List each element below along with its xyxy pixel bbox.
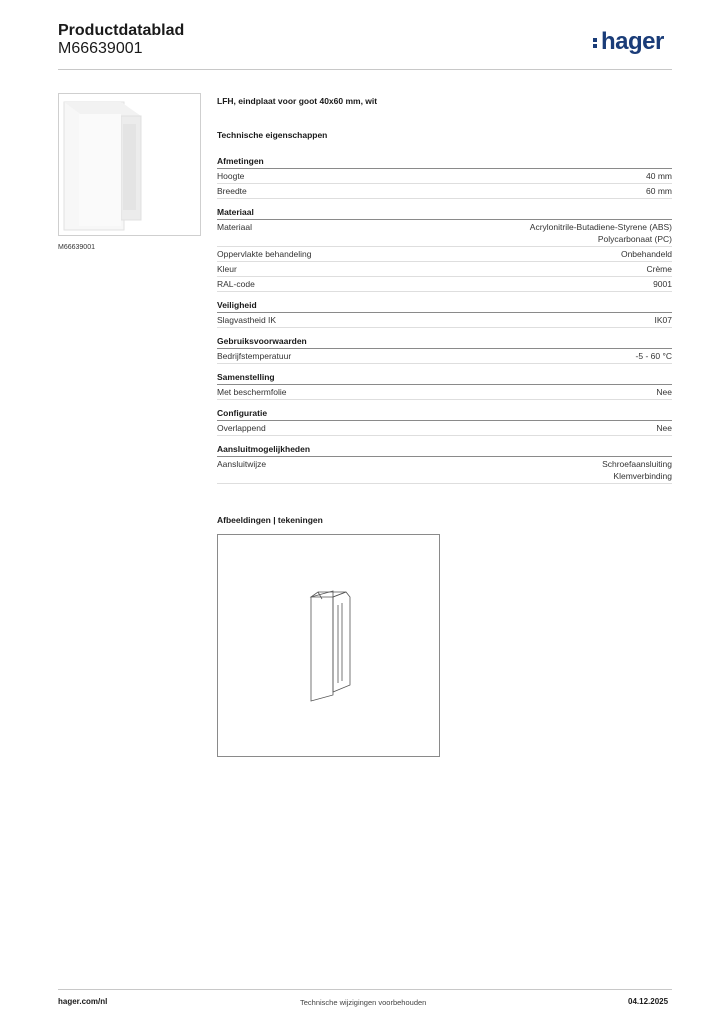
spec-value-line: IK07 [654,315,672,325]
spec-label: Overlappend [217,423,266,433]
spec-group [217,156,672,199]
spec-value-line: Klemverbinding [613,471,672,481]
spec-group [217,336,672,364]
spec-label: Materiaal [217,222,252,232]
spec-value [646,170,672,182]
spec-value-line: Onbehandeld [620,249,672,259]
spec-group [217,300,672,328]
spec-value-line: -5 - 60 °C [635,351,672,361]
logo-dots-icon [593,36,599,50]
product-code: M66639001 [58,40,143,57]
spec-value-line: Crème [646,264,672,274]
spec-group-title: Materiaal [217,207,672,220]
product-photo [58,93,201,236]
footer-website[interactable]: hager.com/nl [58,997,108,1006]
spec-row [217,349,672,364]
thumbnail-caption: M66639001 [58,244,95,251]
spec-row [217,220,672,247]
end-plate-photo-icon [59,94,200,235]
spec-label: Kleur [217,264,237,274]
spec-row [217,313,672,328]
spec-label: Aansluitwijze [217,459,267,469]
product-description: LFH, eindplaat voor goot 40x60 mm, wit [217,96,378,106]
spec-group [217,408,672,436]
spec-value [653,278,672,290]
spec-label: Met beschermfolie [217,387,287,397]
images-section-title: Afbeeldingen | tekeningen [217,515,323,525]
spec-row [217,247,672,262]
spec-value [602,458,672,482]
spec-group [217,207,672,292]
spec-row [217,385,672,400]
spec-content [217,96,672,492]
spec-group-title: Gebruiksvoorwaarden [217,336,672,349]
spec-value-line: 9001 [653,279,672,289]
spec-row [217,277,672,292]
spec-value [656,422,672,434]
spec-value-line: Polycarbonaat (PC) [597,234,672,244]
spec-value [655,314,673,326]
spec-value-line: 40 mm [646,171,672,181]
tech-properties-title: Technische eigenschappen [217,130,328,140]
spec-group [217,444,672,484]
spec-value [636,350,672,362]
spec-group-title: Configuratie [217,408,672,421]
spec-group-title: Aansluitmogelijkheden [217,444,672,457]
header-divider [58,69,672,70]
footer-date: 04.12.2025 [628,997,669,1006]
spec-label: Hoogte [217,171,245,181]
spec-row [217,262,672,277]
spec-value [530,221,672,245]
spec-value-line: Schroefaansluiting [602,459,672,469]
logo-text: hager [601,28,664,55]
spec-value-line: Nee [656,423,672,433]
spec-label: Slagvastheid IK [217,315,277,325]
spec-label: RAL-code [217,279,255,289]
spec-value [646,263,672,275]
spec-group-title: Veiligheid [217,300,672,313]
spec-label: Breedte [217,186,247,196]
spec-label: Bedrijfstemperatuur [217,351,292,361]
spec-value [646,185,672,197]
spec-group-title: Afmetingen [217,156,672,169]
spec-value-line: Acrylonitrile-Butadiene-Styrene (ABS) [529,222,672,232]
spec-label: Oppervlakte behandeling [217,249,312,259]
spec-value-line: 60 mm [646,186,672,196]
page-title: Productdatablad [58,22,185,39]
technical-drawing [217,534,440,757]
spec-group [217,372,672,400]
spec-row [217,457,672,484]
spec-value [621,248,672,260]
spec-row [217,421,672,436]
spec-value [656,386,672,398]
spec-groups [217,156,672,484]
spec-group-title: Samenstelling [217,372,672,385]
hager-logo [593,28,664,56]
footer-disclaimer: Technische wijzigingen voorbehouden [300,998,427,1007]
footer-divider [58,989,672,990]
spec-row [217,169,672,184]
spec-row [217,184,672,199]
spec-value-line: Nee [656,387,672,397]
end-plate-drawing-icon [218,535,439,756]
